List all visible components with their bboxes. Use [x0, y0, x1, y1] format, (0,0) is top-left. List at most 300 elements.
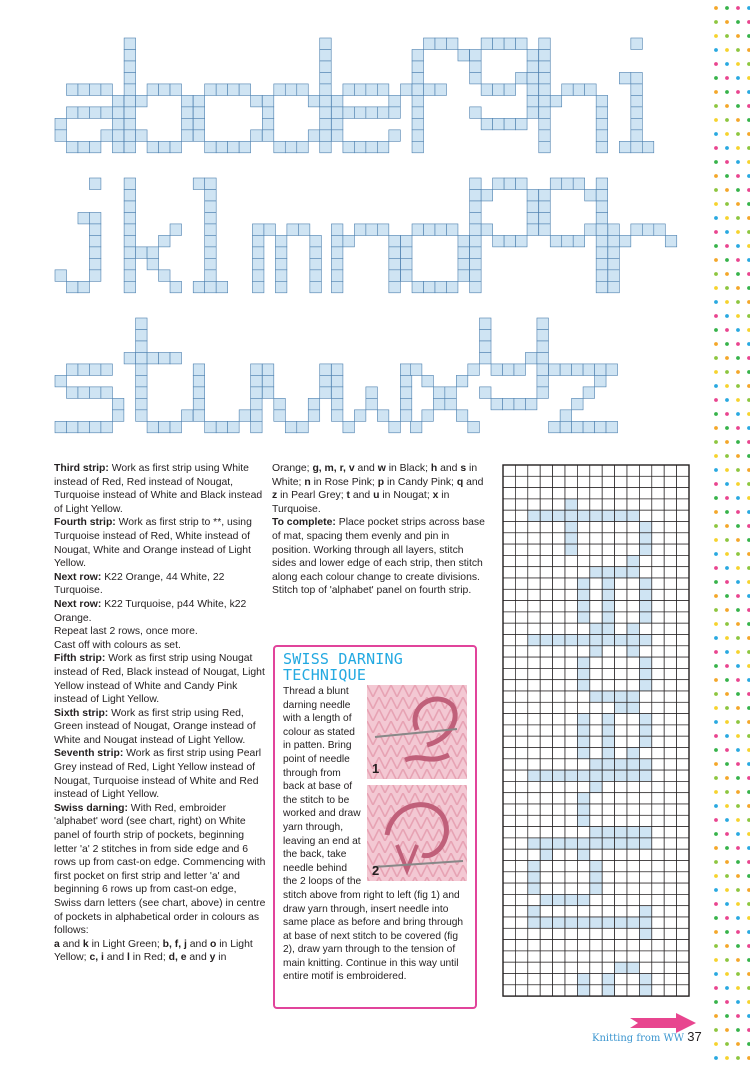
chart-square	[310, 235, 321, 246]
grid-cell	[602, 872, 614, 883]
grid-cell	[677, 940, 689, 951]
alphabet-word-chart	[500, 462, 700, 1007]
chart-square	[239, 141, 250, 152]
chart-square	[55, 375, 66, 386]
chart-square	[136, 318, 147, 329]
chart-square	[182, 410, 193, 421]
chart-square	[124, 270, 135, 281]
colour-letters: w	[377, 463, 386, 474]
grid-cell	[553, 510, 565, 521]
grid-cell	[515, 578, 527, 589]
polka-dot	[714, 916, 718, 920]
grid-cell	[652, 872, 664, 883]
chart-square	[412, 118, 423, 129]
grid-cell	[577, 691, 589, 702]
grid-cell	[503, 533, 515, 544]
grid-cell	[677, 567, 689, 578]
chart-square	[468, 421, 479, 432]
polka-dot	[725, 1056, 729, 1060]
chart-square	[170, 281, 181, 292]
chart-square	[458, 235, 469, 246]
chart-square	[412, 130, 423, 141]
grid-cell	[615, 974, 627, 985]
chart-square	[377, 224, 388, 235]
polka-dot	[714, 538, 718, 542]
grid-cell	[503, 465, 515, 476]
grid-cell	[615, 748, 627, 759]
grid-cell	[615, 872, 627, 883]
chart-square	[320, 84, 331, 95]
grid-cell	[553, 522, 565, 533]
grid-cell	[639, 906, 651, 917]
polka-dot	[714, 342, 718, 346]
grid-cell	[590, 465, 602, 476]
grid-cell	[540, 838, 552, 849]
polka-dot	[714, 286, 718, 290]
polka-dot	[714, 1000, 718, 1004]
grid-cell	[652, 635, 664, 646]
chart-square	[458, 49, 469, 60]
chart-square	[275, 281, 286, 292]
chart-square	[480, 341, 491, 352]
grid-cell	[503, 668, 515, 679]
chart-square	[262, 130, 273, 141]
grid-cell	[677, 635, 689, 646]
grid-cell	[664, 974, 676, 985]
chart-square	[320, 72, 331, 83]
chart-square	[239, 410, 250, 421]
colour-text: in Light Green;	[88, 938, 163, 950]
paragraph-title: Swiss darning:	[54, 802, 128, 814]
grid-cell	[565, 894, 577, 905]
polka-dot	[736, 1028, 740, 1032]
colour-letters: k	[82, 938, 89, 950]
chart-square	[525, 352, 536, 363]
grid-cell	[553, 635, 565, 646]
grid-cell	[565, 815, 577, 826]
grid-cell	[503, 522, 515, 533]
grid-cell	[652, 928, 664, 939]
grid-cell	[615, 601, 627, 612]
grid-cell	[615, 465, 627, 476]
chart-square	[435, 38, 446, 49]
polka-dot	[736, 342, 740, 346]
chart-square	[147, 84, 158, 95]
grid-cell	[602, 714, 614, 725]
grid-cell	[528, 691, 540, 702]
grid-cell	[590, 928, 602, 939]
grid-cell	[677, 612, 689, 623]
instructions-column-1	[54, 462, 266, 965]
polka-dot	[714, 1014, 718, 1018]
grid-cell	[515, 657, 527, 668]
polka-dot	[725, 426, 729, 430]
chart-square	[124, 61, 135, 72]
chart-square	[537, 352, 548, 363]
chart-square	[493, 178, 504, 189]
chart-square	[493, 38, 504, 49]
fig-2-label: 2	[372, 863, 380, 878]
chart-square	[642, 141, 653, 152]
chart-square	[456, 410, 467, 421]
grid-cell	[602, 533, 614, 544]
grid-cell	[590, 838, 602, 849]
grid-cell	[677, 578, 689, 589]
polka-dot	[725, 286, 729, 290]
grid-cell	[639, 522, 651, 533]
chart-square	[583, 387, 594, 398]
grid-cell	[639, 488, 651, 499]
grid-cell	[639, 928, 651, 939]
chart-square	[297, 421, 308, 432]
grid-cell	[565, 680, 577, 691]
grid-cell	[677, 601, 689, 612]
chart-square	[401, 258, 412, 269]
grid-cell	[577, 702, 589, 713]
grid-cell	[590, 646, 602, 657]
polka-dot	[725, 538, 729, 542]
chart-square	[401, 247, 412, 258]
chart-square	[606, 364, 617, 375]
grid-cell	[639, 894, 651, 905]
polka-dot	[714, 328, 718, 332]
polka-dot	[714, 664, 718, 668]
grid-cell	[515, 714, 527, 725]
grid-cell	[627, 962, 639, 973]
grid-cell	[664, 635, 676, 646]
grid-cell	[540, 985, 552, 996]
grid-cell	[615, 488, 627, 499]
grid-cell	[565, 623, 577, 634]
chart-square	[287, 224, 298, 235]
chart-square	[89, 107, 100, 118]
colour-text: in	[215, 952, 227, 964]
grid-cell	[652, 657, 664, 668]
paragraph-title: Seventh strip:	[54, 748, 124, 760]
letter-k-chart	[124, 178, 181, 293]
grid-cell	[627, 510, 639, 521]
chart-square	[310, 270, 321, 281]
chart-square	[216, 84, 227, 95]
colour-text: and	[463, 476, 484, 488]
grid-cell	[677, 725, 689, 736]
grid-cell	[553, 714, 565, 725]
grid-cell	[503, 793, 515, 804]
chart-square	[124, 212, 135, 223]
grid-cell	[577, 928, 589, 939]
knitting-diagram-icon	[367, 685, 469, 881]
grid-cell	[602, 668, 614, 679]
polka-dot	[725, 748, 729, 752]
paragraph-text: K22 Orange, 44 White, 22 Turquoise.	[54, 571, 225, 597]
grid-cell	[565, 646, 577, 657]
grid-cell	[528, 555, 540, 566]
polka-dot	[736, 90, 740, 94]
grid-cell	[639, 680, 651, 691]
polka-dot	[714, 76, 718, 80]
polka-dot	[725, 902, 729, 906]
grid-cell	[677, 962, 689, 973]
grid-cell	[565, 793, 577, 804]
grid-cell	[627, 714, 639, 725]
chart-square	[55, 130, 66, 141]
chart-square	[389, 107, 400, 118]
chart-square	[193, 95, 204, 106]
grid-cell	[677, 488, 689, 499]
grid-cell	[677, 522, 689, 533]
grid-cell	[627, 781, 639, 792]
grid-cell	[652, 804, 664, 815]
grid-cell	[553, 883, 565, 894]
grid-cell	[577, 476, 589, 487]
polka-dot	[714, 300, 718, 304]
grid-cell	[540, 725, 552, 736]
chart-square	[251, 130, 262, 141]
letter-i-chart	[619, 38, 653, 153]
grid-cell	[677, 759, 689, 770]
chart-square	[400, 410, 411, 421]
chart-square	[470, 247, 481, 258]
chart-square	[537, 387, 548, 398]
grid-cell	[503, 951, 515, 962]
grid-cell	[515, 522, 527, 533]
grid-cell	[627, 488, 639, 499]
grid-cell	[577, 748, 589, 759]
polka-dot	[714, 608, 718, 612]
letter-o-chart	[401, 224, 470, 293]
grid-cell	[639, 635, 651, 646]
polka-dot-border	[705, 0, 750, 1072]
chart-square	[412, 141, 423, 152]
chart-square	[502, 398, 513, 409]
grid-cell	[664, 544, 676, 555]
swiss-darning-figures	[367, 685, 469, 881]
grid-cell	[528, 476, 540, 487]
chart-square	[572, 421, 583, 432]
grid-cell	[639, 601, 651, 612]
chart-square	[389, 95, 400, 106]
grid-cell	[652, 544, 664, 555]
chart-square	[631, 141, 642, 152]
chart-square	[481, 224, 492, 235]
grid-cell	[503, 894, 515, 905]
chart-square	[136, 341, 147, 352]
chart-square	[596, 141, 607, 152]
chart-square	[412, 95, 423, 106]
grid-cell	[664, 476, 676, 487]
chart-square	[435, 281, 446, 292]
paragraph-title: Third strip:	[54, 463, 109, 474]
letter-q-chart	[539, 178, 608, 293]
polka-dot	[714, 846, 718, 850]
chart-square	[205, 178, 216, 189]
polka-dot	[736, 580, 740, 584]
chart-square	[400, 375, 411, 386]
grid-cell	[639, 612, 651, 623]
chart-square	[410, 421, 421, 432]
polka-dot	[736, 678, 740, 682]
grid-cell	[577, 804, 589, 815]
grid-cell	[627, 906, 639, 917]
polka-dot	[725, 314, 729, 318]
chart-square	[252, 235, 263, 246]
chart-square	[573, 235, 584, 246]
grid-cell	[677, 781, 689, 792]
grid-cell	[664, 849, 676, 860]
colour-text: and	[349, 490, 374, 502]
grid-cell	[553, 748, 565, 759]
grid-cell	[664, 555, 676, 566]
grid-cell	[664, 770, 676, 781]
polka-dot	[736, 440, 740, 444]
grid-cell	[528, 815, 540, 826]
chart-square	[112, 141, 123, 152]
polka-dot	[736, 6, 740, 10]
grid-cell	[639, 544, 651, 555]
grid-cell	[639, 827, 651, 838]
grid-cell	[615, 499, 627, 510]
grid-cell	[577, 589, 589, 600]
grid-cell	[590, 702, 602, 713]
chart-square	[331, 387, 342, 398]
grid-cell	[553, 906, 565, 917]
grid-cell	[553, 691, 565, 702]
grid-cell	[590, 601, 602, 612]
grid-cell	[664, 578, 676, 589]
grid-cell	[577, 680, 589, 691]
grid-cell	[664, 894, 676, 905]
grid-cell	[602, 917, 614, 928]
grid-cell	[553, 951, 565, 962]
grid-cell	[602, 906, 614, 917]
grid-cell	[528, 578, 540, 589]
grid-cell	[565, 702, 577, 713]
chart-square	[124, 141, 135, 152]
chart-square	[550, 235, 561, 246]
grid-cell	[615, 849, 627, 860]
grid-cell	[528, 838, 540, 849]
grid-cell	[553, 612, 565, 623]
chart-square	[78, 107, 89, 118]
grid-cell	[615, 567, 627, 578]
chart-square	[182, 95, 193, 106]
grid-cell	[664, 623, 676, 634]
grid-cell	[664, 488, 676, 499]
polka-dot	[725, 342, 729, 346]
grid-cell	[565, 985, 577, 996]
grid-cell	[615, 680, 627, 691]
polka-dot	[736, 524, 740, 528]
colour-letters: t	[346, 490, 350, 502]
grid-cell	[577, 917, 589, 928]
grid-cell	[677, 646, 689, 657]
chart-square	[228, 141, 239, 152]
grid-cell	[664, 759, 676, 770]
grid-cell	[503, 849, 515, 860]
instruction-paragraph	[54, 516, 266, 570]
grid-cell	[577, 781, 589, 792]
chart-square	[377, 107, 388, 118]
grid-cell	[639, 657, 651, 668]
chart-square	[424, 281, 435, 292]
chart-square	[124, 49, 135, 60]
chart-square	[193, 410, 204, 421]
paragraph-text: Repeat last 2 rows, once more.	[54, 626, 198, 638]
polka-dot	[714, 356, 718, 360]
grid-cell	[590, 974, 602, 985]
grid-cell	[515, 985, 527, 996]
grid-cell	[627, 849, 639, 860]
chart-square	[470, 72, 481, 83]
grid-cell	[528, 601, 540, 612]
grid-cell	[577, 725, 589, 736]
polka-dot	[714, 930, 718, 934]
chart-square	[331, 375, 342, 386]
grid-cell	[515, 849, 527, 860]
chart-square	[481, 38, 492, 49]
chart-square	[470, 224, 481, 235]
grid-cell	[652, 578, 664, 589]
chart-square	[55, 421, 66, 432]
chart-square	[205, 224, 216, 235]
grid-cell	[528, 872, 540, 883]
polka-dot	[725, 874, 729, 878]
alphabet-row	[55, 38, 654, 153]
grid-cell	[515, 861, 527, 872]
grid-cell	[528, 465, 540, 476]
polka-dot	[725, 412, 729, 416]
grid-cell	[540, 612, 552, 623]
grid-cell	[503, 657, 515, 668]
chart-square	[516, 178, 527, 189]
grid-cell	[627, 635, 639, 646]
chart-square	[537, 318, 548, 329]
polka-dot	[725, 384, 729, 388]
chart-square	[608, 224, 619, 235]
polka-dot	[725, 482, 729, 486]
grid-cell	[627, 815, 639, 826]
grid-cell	[677, 544, 689, 555]
chart-square	[470, 49, 481, 60]
chart-square	[89, 387, 100, 398]
chart-square	[285, 421, 296, 432]
chart-square	[89, 258, 100, 269]
grid-cell	[590, 510, 602, 521]
grid-cell	[652, 815, 664, 826]
chart-square	[608, 247, 619, 258]
grid-cell	[577, 601, 589, 612]
grid-cell	[664, 668, 676, 679]
grid-cell	[627, 533, 639, 544]
grid-cell	[528, 499, 540, 510]
chart-square	[170, 141, 181, 152]
chart-square	[147, 141, 158, 152]
chart-square	[549, 364, 560, 375]
grid-cell	[590, 499, 602, 510]
grid-cell	[627, 770, 639, 781]
grid-cell	[515, 691, 527, 702]
grid-cell	[515, 793, 527, 804]
grid-cell	[627, 894, 639, 905]
chart-square	[89, 247, 100, 258]
grid-cell	[528, 827, 540, 838]
chart-square	[516, 38, 527, 49]
polka-dot	[714, 706, 718, 710]
grid-cell	[515, 962, 527, 973]
chart-square	[527, 95, 538, 106]
grid-cell	[515, 883, 527, 894]
grid-cell	[664, 928, 676, 939]
